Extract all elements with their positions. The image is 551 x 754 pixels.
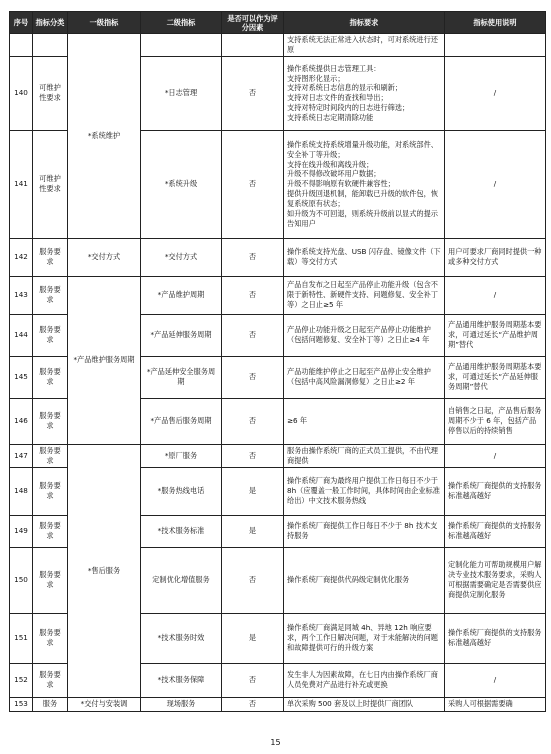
row-score: 否 [222,697,284,711]
row-category: 服务要求 [33,467,68,515]
row-note: / [445,130,546,238]
row-category: 服务要求 [33,314,68,356]
row-level2: *技术服务保障 [141,663,222,697]
row-category: 可维护性要求 [33,130,68,238]
row-category: 服务要求 [33,398,68,444]
row-score: 是 [222,613,284,663]
row-note: 操作系统厂商提供的支持服务标准越高越好 [445,613,546,663]
row-no: 140 [10,56,33,130]
row-category: 可维护性要求 [33,56,68,130]
row-requirement: 操作系统厂商提供代码级定制优化服务 [284,547,445,613]
row-category: 服务要求 [33,356,68,398]
header-scoring: 是否可以作为评分因素 [222,12,284,34]
header-level2: 二级指标 [141,12,222,34]
row-level2: *交付方式 [141,238,222,276]
requirements-table [9,11,546,712]
row-note: 自销售之日起，产品售后服务周期不少于 6 年，包括产品停售以后的持续销售 [445,398,546,444]
row-level2: *服务热线电话 [141,467,222,515]
row-score: 否 [222,663,284,697]
group-level1: *交付与安装调 [68,697,141,711]
row-category: 服务 [33,697,68,711]
row-score: 否 [222,314,284,356]
row-requirement: 发生非人为因素故障，在七日内由操作系统厂商人员免费对产品进行补充或更换 [284,663,445,697]
header-level1: 一级指标 [68,12,141,34]
row-score: 是 [222,515,284,547]
row-requirement: 产品功能维护停止之日起至产品停止安全维护（包括中高风险漏洞修复）之日止≥2 年 [284,356,445,398]
row-note: 操作系统厂商提供的支持服务标准越高越好 [445,467,546,515]
row-note: / [445,56,546,130]
table-row [10,276,546,314]
row-requirement: 操作系统支持系统增量升级功能，对系统部件、安全补丁等升级； 支持在线升级和离线升级； 升级不得修改破坏用户数据； 升级不得影响原有软硬件兼容性； 提供升级回退机制，能卸载已升级的软件包，恢复系统原有状态； 如升级为不可回退，则系统升级前以显式的提示告知用户 [284,130,445,238]
row-no: 149 [10,515,33,547]
row-level2: *产品延伸服务周期 [141,314,222,356]
row-level2: *系统升级 [141,130,222,238]
group-level1: *售后服务 [68,444,141,697]
table-row [10,34,546,57]
row-score: 否 [222,276,284,314]
row-no: 152 [10,663,33,697]
row-level2: *产品售后服务周期 [141,398,222,444]
row-note: / [445,444,546,467]
row-note: / [445,276,546,314]
row-note: 用户可要求厂商同时提供一种或多种交付方式 [445,238,546,276]
row-no: 142 [10,238,33,276]
row-no: 148 [10,467,33,515]
row-category: 服务要求 [33,663,68,697]
group-level1: *产品维护服务周期 [68,276,141,444]
row-category: 服务要求 [33,515,68,547]
row-requirement: 服务由操作系统厂商的正式员工提供，不由代理商提供 [284,444,445,467]
row-no: 141 [10,130,33,238]
row-note: 操作系统厂商提供的支持服务标准越高越好 [445,515,546,547]
row-level2: 定制优化增值服务 [141,547,222,613]
row-requirement: 产品停止功能升级之日起至产品停止功能维护（包括问题修复、安全补丁等）之日止≥4 年 [284,314,445,356]
row-score: 否 [222,547,284,613]
row-score: 否 [222,130,284,238]
row-requirement: ≥6 年 [284,398,445,444]
row-score: 否 [222,444,284,467]
row-requirement: 操作系统厂商满足同城 4h、异地 12h 响应要求，两个工作日解决问题，对于未能解决的问题和故障提供可行的升级方案 [284,613,445,663]
row-no: 150 [10,547,33,613]
row-category: 服务要求 [33,613,68,663]
row-requirement: 单次采购 500 套及以上时提供厂商团队 [284,697,445,711]
header-no: 序号 [10,12,33,34]
row-score: 否 [222,56,284,130]
header-notes: 指标使用说明 [445,12,546,34]
row-no: 147 [10,444,33,467]
page-number: 15 [270,738,281,747]
requirement-cell: 支持系统无法正常进入状态时，可对系统进行还原 [284,34,445,57]
row-note: 定制化能力可帮助规模用户解决专业技术服务要求，采购人可根据需要确定是否需要供应商提供定制化服务 [445,547,546,613]
row-no: 144 [10,314,33,356]
row-category: 服务要求 [33,238,68,276]
row-category: 服务要求 [33,547,68,613]
row-requirement: 操作系统提供日志管理工具： 支持图形化显示； 支持对系统日志信息的显示和刷新； 支持对日志文件的查找和导出； 支持对特定时间段内的日志进行筛选； 支持系统日志定期清除功能 [284,56,445,130]
row-category: 服务要求 [33,444,68,467]
table-header-row [10,12,546,34]
row-no: 143 [10,276,33,314]
row-level2: *日志管理 [141,56,222,130]
row-score: 否 [222,398,284,444]
row-no: 151 [10,613,33,663]
table-row [10,238,546,276]
row-note: 产品通用维护服务周期基本要求，可通过延长“产品维护周期”替代 [445,314,546,356]
row-no: 146 [10,398,33,444]
row-score: 否 [222,238,284,276]
row-requirement: 操作系统厂商提供工作日每日不少于 8h 技术支持服务 [284,515,445,547]
table-row [10,697,546,711]
group-level1: *系统维护 [68,34,141,239]
row-no: 153 [10,697,33,711]
row-no: 145 [10,356,33,398]
row-level2: *产品维护周期 [141,276,222,314]
row-level2: *技术服务标准 [141,515,222,547]
row-score: 是 [222,467,284,515]
header-requirement: 指标要求 [284,12,445,34]
row-level2: *技术服务时效 [141,613,222,663]
row-level2: *产品延伸安全服务周期 [141,356,222,398]
row-note: 采购人可根据需要确 [445,697,546,711]
group-level1: *交付方式 [68,238,141,276]
row-level2: *原厂服务 [141,444,222,467]
row-requirement: 操作系统厂商为最终用户提供工作日每日不少于 8h（应覆盖一般工作时间，具体时间由企业标准给出）中文技术服务热线 [284,467,445,515]
row-requirement: 操作系统支持光盘、USB 闪存盘、镜像文件（下载）等交付方式 [284,238,445,276]
row-requirement: 产品自发布之日起至产品停止功能升级（包含不限于新特性、新硬件支持、问题修复、安全补丁等）之日止≥5 年 [284,276,445,314]
row-note: / [445,663,546,697]
row-score: 否 [222,356,284,398]
table-row [10,444,546,467]
row-level2: 现场服务 [141,697,222,711]
header-category: 指标分类 [33,12,68,34]
row-note: 产品通用维护服务周期基本要求，可通过延长“产品延伸服务周期”替代 [445,356,546,398]
row-category: 服务要求 [33,276,68,314]
